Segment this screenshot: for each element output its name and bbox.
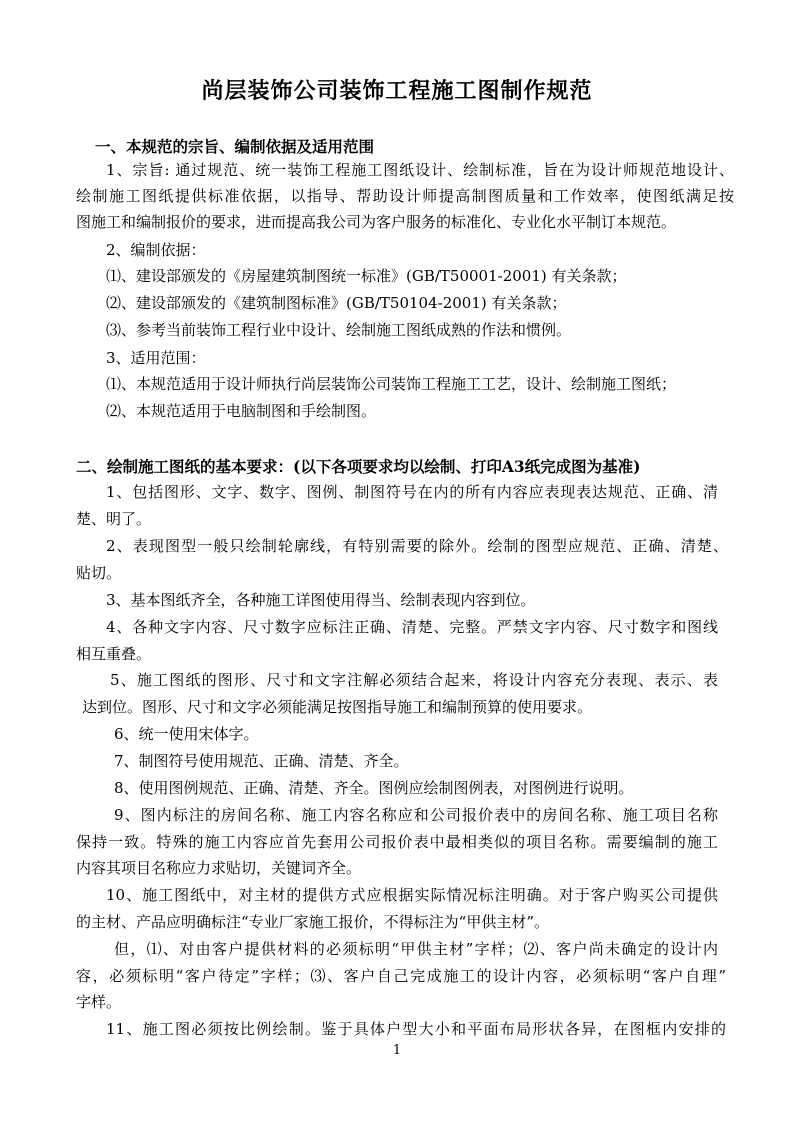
section-2-item-1-line-2: 楚、明了。 — [76, 510, 152, 528]
section-1-basis-item-2: ⑵、建设部颁发的《建筑制图标准》(GB/T50104-2001) 有关条款； — [106, 294, 567, 312]
section-2-item-8: 8、使用图例规范、正确、清楚、齐全。图例应绘制图例表，对图例进行说明。 — [114, 779, 634, 797]
section-2-item-9-line-1: 9、图内标注的房间名称、施工内容名称应和公司报价表中的房间名称、施工项目名称 — [114, 806, 718, 824]
section-2-item-4-line-1: 4、各种文字内容、尺寸数字应标注正确、清楚、完整。严禁文字内容、尺寸数字和图线 — [106, 618, 718, 636]
section-2-item-4-line-2: 相互重叠。 — [76, 645, 152, 663]
section-2-item-5-line-1: 5、施工图纸的图形、尺寸和文字注解必须结合起来，将设计内容充分表现、表示、表 — [110, 671, 718, 689]
section-1-purpose-line-2: 绘制施工图纸提供标准依据，以指导、帮助设计师提高制图质量和工作效率，使图纸满足按 — [76, 187, 734, 205]
section-2-item-5-line-2: 达到位。图形、尺寸和文字必须能满足按图指导施工和编制预算的使用要求。 — [82, 698, 593, 716]
section-2-item-10-line-5: 字样。 — [76, 993, 122, 1011]
section-2-item-6: 6、统一使用宋体字。 — [114, 725, 259, 743]
section-2-item-10-line-1: 10、施工图纸中，对主材的提供方式应根据实际情况标注明确。对于客户购买公司提供 — [106, 886, 718, 904]
section-2-heading: 二、绘制施工图纸的基本要求：(以下各项要求均以绘制、打印A3纸完成图为基准) — [76, 457, 641, 476]
section-2-item-10-line-3: 但，⑴、对由客户提供材料的必须标明“甲供主材”字样；⑵、客户尚未确定的设计内 — [114, 940, 718, 958]
section-2-item-10-line-4: 容，必须标明“客户待定”字样；⑶、客户自己完成施工的设计内容，必须标明“客户自理” — [76, 967, 726, 985]
section-2-item-7: 7、制图符号使用规范、正确、清楚、齐全。 — [114, 752, 409, 770]
section-2-item-1-line-1: 1、包括图形、文字、数字、图例、制图符号在内的所有内容应表现表达规范、正确、清 — [106, 483, 718, 501]
section-1-scope-item-2: ⑵、本规范适用于电脑制图和手绘制图。 — [106, 402, 377, 420]
document-title: 尚层装饰公司装饰工程施工图制作规范 — [201, 78, 593, 104]
section-1-scope-label: 3、适用范围： — [106, 349, 206, 367]
section-1-purpose-line-1: 1、宗旨: 通过规范、统一装饰工程施工图纸设计、绘制标准，旨在为设计师规范地设计、 — [106, 161, 734, 179]
section-2-item-9-line-3: 内容其项目名称应力求贴切，关键词齐全。 — [76, 859, 362, 877]
section-2-item-2-line-2: 贴切。 — [76, 564, 122, 582]
section-1-heading: 一、本规范的宗旨、编制依据及适用范围 — [95, 137, 375, 156]
section-2-item-3: 3、基本图纸齐全，各种施工详图使用得当、绘制表现内容到位。 — [106, 591, 536, 609]
section-2-item-11-line-1: 11、施工图必须按比例绘制。鉴于具体户型大小和平面布局形状各异，在图框内安排的 — [106, 1020, 726, 1038]
section-2-item-9-line-2: 保持一致。特殊的施工内容应首先套用公司报价表中最相类似的项目名称。需要编制的施工 — [76, 833, 718, 851]
section-1-purpose-line-3: 图施工和编制报价的要求，进而提高我公司为客户服务的标准化、专业化水平制订本规范。 — [76, 213, 677, 231]
section-1-basis-label: 2、编制依据： — [106, 241, 206, 259]
section-2-item-2-line-1: 2、表现图型一般只绘制轮廓线，有特别需要的除外。绘制的图型应规范、正确、清楚、 — [106, 537, 728, 555]
section-1-scope-item-1: ⑴、本规范适用于设计师执行尚层装饰公司装饰工程施工工艺，设计、绘制施工图纸； — [106, 375, 677, 393]
section-2-item-10-line-2: 的主材、产品应明确标注“专业厂家施工报价，不得标注为“甲供主材”。 — [76, 913, 550, 931]
page-number: 1 — [392, 1043, 402, 1058]
section-1-basis-item-3: ⑶、参考当前装饰工程行业中设计、绘制施工图纸成熟的作法和惯例。 — [106, 321, 572, 339]
section-1-basis-item-1: ⑴、建设部颁发的《房屋建筑制图统一标准》(GB/T50001-2001) 有关条款； — [106, 267, 627, 285]
